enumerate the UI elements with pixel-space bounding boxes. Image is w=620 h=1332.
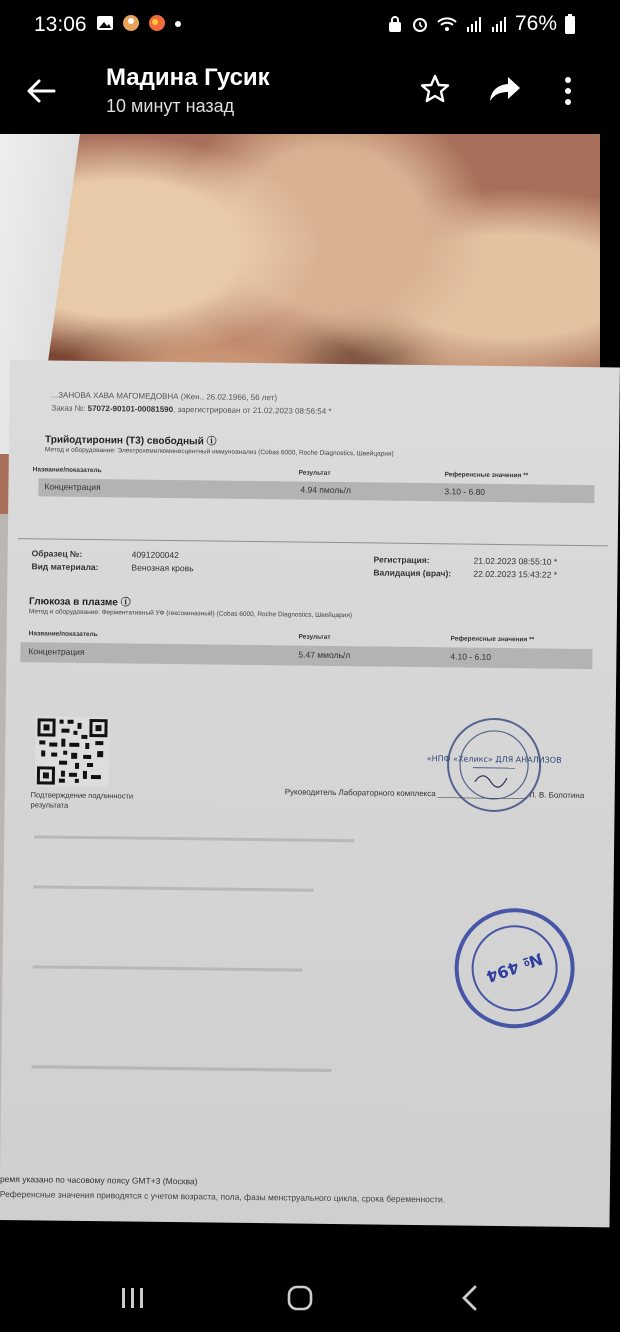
validation-label: Валидация (врач): — [373, 567, 452, 579]
back-arrow-icon[interactable] — [24, 74, 58, 108]
sample-label: Образец №: — [31, 548, 83, 559]
navigation-bar — [0, 1260, 600, 1332]
status-right-icons — [386, 12, 576, 36]
round-stamp-icon — [426, 715, 562, 814]
registration-label: Регистрация: — [373, 554, 430, 566]
t3-method: Метод и оборудование: Электрохемилюминесцентный иммуноанализ (Cobas 6000, Roche Diagnostics, Швейцария) — [44, 446, 394, 458]
signature-line: Руководитель Лабораторного комплекса ____________________ Л. В. Болотина — [284, 787, 585, 801]
bleed-through-text: ▬▬▬▬▬▬▬▬▬▬▬▬▬▬▬▬▬▬▬▬▬▬▬▬▬▬▬▬▬▬ — [31, 1060, 332, 1075]
app-notification-icon — [148, 14, 166, 32]
vpn-icon — [386, 15, 404, 33]
glucose-col-ref-header: Референсные значения ** — [450, 635, 535, 644]
glucose-row-ref: 4.10 - 6.10 — [450, 651, 492, 662]
glucose-test-title: Глюкоза в плазме ⓘ — [28, 596, 131, 609]
home-icon[interactable] — [287, 1285, 313, 1311]
sample-value: 4091200042 — [131, 549, 179, 561]
app-bar — [0, 52, 600, 134]
message-time: 10 минут назад — [106, 96, 235, 116]
bleed-through-text: ▬▬▬▬▬▬▬▬▬▬▬▬▬▬▬▬▬▬▬▬▬▬▬▬▬▬▬ — [32, 960, 303, 975]
status-time: 13:06 — [34, 13, 87, 36]
back-icon[interactable] — [460, 1284, 478, 1312]
status-notification-icons — [96, 14, 182, 32]
t3-col-ref-header: Референсные значения ** — [444, 471, 529, 480]
avatar-notification-icon — [122, 14, 140, 32]
info-icon: ⓘ — [206, 436, 217, 448]
star-icon[interactable] — [420, 74, 450, 104]
t3-test-title: Трийодтиронин (Т3) свободный ⓘ — [44, 434, 217, 448]
signal-icon — [490, 15, 508, 33]
lab-result-document — [0, 360, 620, 1227]
registration-value: 21.02.2023 08:55:10 * — [473, 555, 558, 567]
t3-row-name: Концентрация — [44, 481, 101, 493]
validation-value: 22.02.2023 15:43:22 * — [473, 568, 558, 580]
material-label: Вид материала: — [31, 561, 99, 573]
info-icon: ⓘ — [120, 597, 131, 609]
share-icon[interactable] — [488, 74, 522, 104]
glucose-col-result-header: Результат — [298, 633, 331, 641]
material-value: Венозная кровь — [131, 562, 194, 574]
bleed-through-text: ▬▬▬▬▬▬▬▬▬▬▬▬▬▬▬▬▬▬▬▬▬▬▬▬▬▬▬▬ — [33, 880, 314, 895]
wifi-icon — [436, 15, 458, 33]
section-divider — [18, 538, 608, 546]
reference-footnote: Референсные значения приводятся с учетом возраста, пола, фазы менструального цикла, срока беременности. — [0, 1188, 446, 1205]
glucose-method: Метод и оборудование: Ферментативный УФ (гексокиназный) (Cobas 6000, Roche Diagnostics, Швейцария) — [28, 608, 353, 620]
battery-percent: 76% — [514, 12, 557, 35]
sender-name: Мадина Гусик — [106, 64, 270, 91]
more-vert-icon[interactable] — [560, 74, 576, 108]
svg-text:«НПФ «Хеликс» ДЛЯ АНАЛИЗОВ: «НПФ «Хеликс» ДЛЯ АНАЛИЗОВ — [426, 754, 562, 765]
t3-row-result: 4.94 пмоль/л — [300, 484, 352, 496]
t3-col-name-header: Название/показатель — [32, 466, 102, 475]
glucose-row-result: 5.47 ммоль/л — [298, 649, 351, 661]
gallery-icon — [96, 14, 114, 32]
recent-apps-icon[interactable] — [120, 1286, 146, 1310]
t3-col-result-header: Результат — [298, 469, 331, 477]
signal-icon — [465, 15, 483, 33]
order-info: Заказ №: 57072-90101-00081590, зарегистрирован от 21.02.2023 08:56:54 * — [51, 403, 332, 416]
photo-viewer-image[interactable] — [0, 134, 600, 1205]
qr-caption: Подтверждение подлинности результата — [30, 790, 134, 810]
patient-info: ...ЗАНОВА ХАВА МАГОМЕДОВНА (Жен., 26.02.1966, 56 лет) — [51, 390, 278, 403]
t3-row-ref: 3.10 - 6.80 — [444, 486, 486, 497]
alarm-icon — [411, 15, 429, 33]
glucose-row-name: Концентрация — [28, 646, 85, 657]
svg-text:№ 494: № 494 — [483, 949, 546, 987]
bleed-through-text: ▬▬▬▬▬▬▬▬▬▬▬▬▬▬▬▬▬▬▬▬▬▬▬▬▬▬▬▬▬▬▬▬ — [34, 830, 355, 846]
glucose-col-name-header: Название/показатель — [28, 630, 98, 639]
timezone-footnote: ремя указано по часовому поясу GMT+3 (Москва) — [0, 1173, 198, 1187]
dot-icon — [174, 14, 182, 32]
lab-stamp-icon — [452, 905, 578, 1031]
status-bar — [0, 0, 600, 52]
qr-code-icon — [35, 716, 110, 787]
battery-icon — [564, 14, 576, 34]
